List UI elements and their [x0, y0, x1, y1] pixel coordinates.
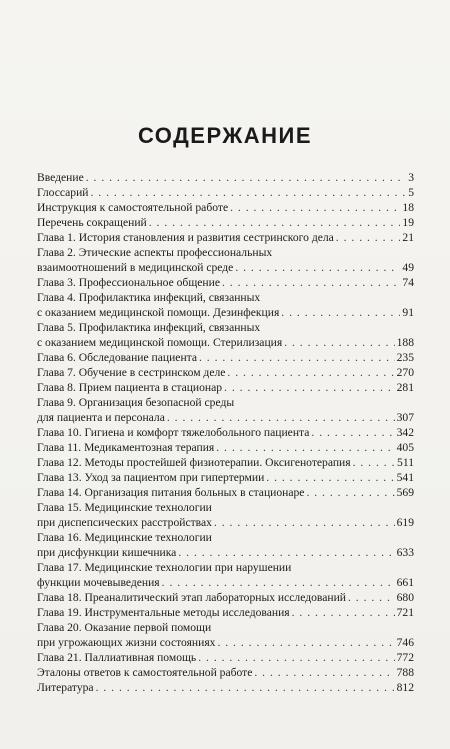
toc-entry — [37, 590, 414, 605]
toc-entry-title: Инструкция к самостоятельной работе — [37, 201, 229, 214]
toc-entry-title: с оказанием медицинской помощи. Дезинфекция — [37, 306, 280, 319]
toc-entry — [37, 275, 414, 290]
toc-entry-title: при дисфункции кишечника — [37, 546, 177, 559]
toc-entry-row — [37, 365, 414, 380]
leader-dots — [198, 650, 394, 665]
leader-dots — [91, 185, 407, 200]
leader-dots — [199, 350, 395, 365]
toc-entry — [37, 230, 414, 245]
leader-dots — [230, 200, 400, 215]
toc-entry — [37, 605, 414, 620]
leader-dots — [311, 425, 394, 440]
toc-entry-row — [37, 305, 414, 320]
toc-entry-row — [37, 680, 414, 695]
toc-page-number: 619 — [396, 516, 414, 529]
toc-entry-title: Глава 10. Гигиена и комфорт тяжелобольного пациента — [37, 426, 310, 439]
toc-page-number: 281 — [396, 381, 414, 394]
toc-page-number: 772 — [396, 651, 414, 664]
toc-entry — [37, 245, 414, 275]
toc-entry-title: Глоссарий — [37, 186, 89, 199]
leader-dots — [149, 215, 401, 230]
toc-page-number: 746 — [396, 636, 414, 649]
toc-entry-row — [37, 605, 414, 620]
toc-entry-line: Глава 16. Медицинские технологии — [37, 531, 212, 544]
toc-entry-row — [37, 575, 414, 590]
toc-entry-row — [37, 440, 414, 455]
page-title: СОДЕРЖАНИЕ — [137, 123, 313, 148]
leader-dots — [353, 455, 395, 470]
toc-entry-title: с оказанием медицинской помощи. Стерилизация — [37, 336, 283, 349]
toc-page-number: 633 — [396, 546, 414, 559]
toc-page-number: 49 — [402, 261, 414, 274]
toc-page-number: 721 — [396, 606, 414, 619]
toc-page-number: 342 — [396, 426, 414, 439]
toc-entry-row — [37, 635, 414, 650]
leader-dots — [162, 575, 395, 590]
leader-dots — [178, 545, 394, 560]
toc-entry-title: Введение — [37, 171, 84, 184]
toc-entry-title: Глава 3. Профессиональное общение — [37, 276, 220, 289]
toc-entry-row — [37, 215, 414, 230]
toc-entry-row — [37, 335, 414, 350]
toc-page-number: 569 — [396, 486, 414, 499]
toc-page-number: 188 — [396, 336, 414, 349]
toc-entry — [37, 500, 414, 530]
leader-dots — [217, 635, 394, 650]
toc-entry-title: Глава 11. Медикаментозная терапия — [37, 441, 215, 454]
toc-entry-title: Эталоны ответов к самостоятельной работе — [37, 666, 253, 679]
toc-entry — [37, 530, 414, 560]
toc-entry-row — [37, 410, 414, 425]
leader-dots — [222, 275, 400, 290]
table-of-contents — [37, 170, 414, 695]
toc-page-number: 307 — [396, 411, 414, 424]
toc-page-number: 661 — [396, 576, 414, 589]
leader-dots — [306, 485, 394, 500]
toc-entry-line: Глава 15. Медицинские технологии — [37, 501, 212, 514]
toc-entry — [37, 320, 414, 350]
toc-entry — [37, 380, 414, 395]
toc-entry-row — [37, 455, 414, 470]
leader-dots — [167, 410, 395, 425]
toc-entry-title: Литература — [37, 681, 94, 694]
toc-entry-line: Глава 9. Организация безопасной среды — [37, 396, 235, 409]
toc-entry-title: Глава 6. Обследование пациента — [37, 351, 197, 364]
toc-entry — [37, 620, 414, 650]
toc-entry-title: функции мочевыведения — [37, 576, 160, 589]
toc-entry — [37, 650, 414, 665]
leader-dots — [336, 230, 401, 245]
toc-entry-line: Глава 2. Этические аспекты профессиональных — [37, 246, 273, 259]
toc-entry — [37, 365, 414, 380]
toc-page-number: 18 — [402, 201, 414, 214]
toc-entry-row — [37, 545, 414, 560]
toc-page-number: 91 — [402, 306, 414, 319]
toc-entry — [37, 170, 414, 185]
toc-entry-title: Глава 7. Обучение в сестринском деле — [37, 366, 226, 379]
toc-page-number: 541 — [396, 471, 414, 484]
toc-entry — [37, 395, 414, 425]
toc-entry-title: Глава 19. Инструментальные методы исследования — [37, 606, 290, 619]
toc-entry-row — [37, 485, 414, 500]
toc-entry-title: Глава 14. Организация питания больных в стационаре — [37, 486, 305, 499]
toc-entry-row — [37, 185, 414, 200]
toc-entry — [37, 680, 414, 695]
toc-page-number: 5 — [408, 186, 414, 199]
leader-dots — [266, 470, 394, 485]
toc-entry-title: при угрожающих жизни состояниях — [37, 636, 216, 649]
toc-entry-title: Глава 12. Методы простейшей физиотерапии. Оксигенотерапия — [37, 456, 351, 469]
toc-entry-row — [37, 515, 414, 530]
toc-entry-row — [37, 650, 414, 665]
toc-entry — [37, 455, 414, 470]
leader-dots — [254, 665, 394, 680]
toc-page-number: 680 — [396, 591, 414, 604]
toc-entry-row — [37, 665, 414, 680]
toc-entry-row — [37, 260, 414, 275]
toc-page-number: 235 — [396, 351, 414, 364]
leader-dots — [292, 605, 395, 620]
leader-dots — [227, 365, 394, 380]
toc-entry — [37, 560, 414, 590]
toc-page-number: 405 — [396, 441, 414, 454]
toc-entry-row — [37, 170, 414, 185]
toc-page-number: 788 — [396, 666, 414, 679]
leader-dots — [224, 380, 395, 395]
toc-entry-row — [37, 275, 414, 290]
toc-page-number: 511 — [397, 456, 414, 469]
toc-entry-row — [37, 230, 414, 245]
toc-entry — [37, 350, 414, 365]
toc-entry — [37, 665, 414, 680]
toc-entry-title: для пациента и персонала — [37, 411, 165, 424]
toc-page-number: 21 — [402, 231, 414, 244]
toc-entry — [37, 215, 414, 230]
toc-entry-row — [37, 380, 414, 395]
leader-dots — [86, 170, 406, 185]
toc-entry-row — [37, 470, 414, 485]
toc-page-number: 19 — [402, 216, 414, 229]
toc-entry-line: Глава 17. Медицинские технологии при нарушении — [37, 561, 292, 574]
leader-dots — [281, 305, 400, 320]
toc-entry — [37, 470, 414, 485]
toc-page-number: 812 — [396, 681, 414, 694]
toc-entry-row — [37, 590, 414, 605]
toc-entry-line: Глава 4. Профилактика инфекций, связанных — [37, 291, 261, 304]
toc-entry — [37, 440, 414, 455]
toc-entry-line: Глава 5. Профилактика инфекций, связанных — [37, 321, 261, 334]
toc-entry-title: Глава 21. Паллиативная помощь — [37, 651, 197, 664]
toc-entry — [37, 485, 414, 500]
toc-entry — [37, 185, 414, 200]
toc-entry-title: взаимоотношений в медицинской среде — [37, 261, 234, 274]
toc-entry-title: Глава 13. Уход за пациентом при гипертермии — [37, 471, 265, 484]
toc-entry-row — [37, 425, 414, 440]
leader-dots — [348, 590, 395, 605]
leader-dots — [96, 680, 395, 695]
toc-entry — [37, 290, 414, 320]
toc-entry-row — [37, 350, 414, 365]
toc-page-number: 270 — [396, 366, 414, 379]
toc-entry-title: Глава 18. Преаналитический этап лабораторных исследований — [37, 591, 346, 604]
toc-entry-title: Глава 8. Прием пациента в стационар — [37, 381, 223, 394]
toc-entry-title: при диспепсических расстройствах — [37, 516, 212, 529]
leader-dots — [214, 515, 395, 530]
toc-entry-line: Глава 20. Оказание первой помощи — [37, 621, 212, 634]
toc-page-number: 3 — [408, 171, 414, 184]
toc-entry — [37, 200, 414, 215]
leader-dots — [284, 335, 394, 350]
toc-entry-title: Глава 1. История становления и развития сестринского дела — [37, 231, 334, 244]
toc-entry-title: Перечень сокращений — [37, 216, 147, 229]
toc-page-number: 74 — [402, 276, 414, 289]
toc-entry — [37, 425, 414, 440]
leader-dots — [235, 260, 400, 275]
leader-dots — [216, 440, 394, 455]
toc-entry-row — [37, 200, 414, 215]
